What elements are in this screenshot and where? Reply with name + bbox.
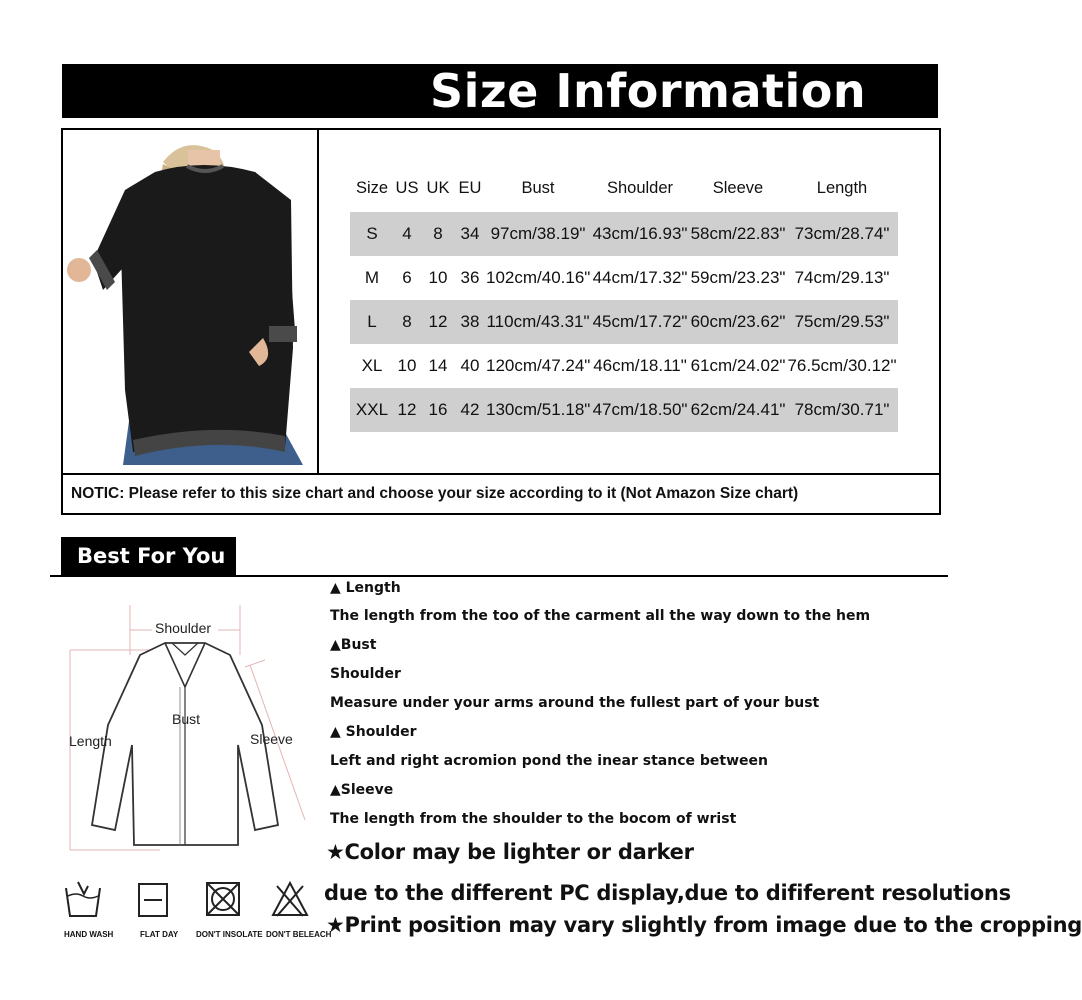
table-cell: 6 (402, 268, 412, 287)
table-cell: XXL (355, 400, 389, 419)
table-cell: S (366, 224, 378, 243)
guide-bust-desc: Measure under your arms around the fullest part of your bust (330, 695, 820, 711)
table-cell: 102cm/40.16" (486, 268, 591, 287)
diagram-label-shoulder: Shoulder (155, 620, 212, 636)
size-notice: NOTIC: Please refer to this size chart and choose your size according to it (Not Amazon Size chart) (71, 485, 799, 502)
model-illustration (63, 130, 317, 473)
table-cell: 97cm/38.19" (490, 224, 586, 243)
table-cell: 78cm/30.71" (794, 400, 890, 419)
diagram-label-length: Length (69, 733, 112, 749)
table-cell: 44cm/17.32" (592, 268, 688, 287)
table-cell: 12 (397, 400, 417, 419)
table-cell: 45cm/17.72" (592, 312, 688, 331)
table-cell: 130cm/51.18" (486, 400, 591, 419)
table-cell: XL (361, 356, 383, 375)
table-cell: 42 (460, 400, 480, 419)
table-cell: 34 (460, 224, 480, 243)
guide-length-desc: The length from the too of the carment all the way down to the hem (330, 608, 871, 624)
flat-dry-icon (118, 878, 188, 927)
diagram-label-sleeve: Sleeve (250, 731, 293, 747)
table-cell: 8 (433, 224, 443, 243)
diagram-label-bust: Bust (172, 711, 201, 727)
table-cell: 46cm/18.11" (593, 356, 687, 375)
guide-bust-subtitle: Shoulder (330, 666, 401, 682)
guide-shoulder-desc: Left and right acromion pond the inear stance between (330, 753, 768, 769)
care-label-dont-bleach: DON'T BELEACH (266, 930, 332, 939)
table-cell: 73cm/28.74" (794, 224, 890, 243)
header-cell: EU (458, 179, 482, 197)
table-cell: 40 (460, 356, 480, 375)
header-cell: UK (426, 179, 450, 197)
do-not-tumble-dry-icon (188, 878, 258, 927)
table-cell: 59cm/23.23" (690, 268, 786, 287)
hand-wash-icon (48, 878, 118, 927)
table-cell: 58cm/22.83" (690, 224, 786, 243)
table-row (350, 388, 898, 432)
table-cell: 62cm/24.41" (690, 400, 786, 419)
table-cell: 47cm/18.50" (592, 400, 688, 419)
table-cell: M (364, 268, 380, 287)
table-cell: 12 (428, 312, 448, 331)
section-divider (50, 575, 948, 577)
note-color: ★Color may be lighter or darker (326, 840, 694, 864)
table-cell: 75cm/29.53" (794, 312, 890, 331)
header-cell: US (395, 179, 419, 197)
product-photo (63, 130, 319, 473)
table-cell: 60cm/23.62" (690, 312, 786, 331)
header-cell: Size (355, 179, 389, 197)
guide-shoulder-title: ▲ Shoulder (330, 724, 417, 740)
table-cell: 16 (428, 400, 448, 419)
table-row (350, 300, 898, 344)
table-cell: 36 (460, 268, 480, 287)
table-cell: 110cm/43.31" (486, 312, 590, 331)
page-title: Size Information (430, 64, 867, 118)
table-cell: L (367, 312, 377, 331)
note-print-position: ★Print position may vary slightly from image due to the cropping (326, 913, 1082, 937)
table-cell: 14 (428, 356, 448, 375)
table-cell: 38 (460, 312, 480, 331)
table-cell: 74cm/29.13" (794, 268, 890, 287)
care-label-flat-dry: FLAT DAY (140, 930, 179, 939)
measurement-diagram (60, 595, 315, 865)
guide-sleeve-title: ▲Sleeve (330, 782, 394, 798)
table-cell: 61cm/24.02" (690, 356, 786, 375)
header-cell: Shoulder (606, 179, 674, 197)
guide-bust-title: ▲Bust (330, 637, 377, 653)
care-label-hand-wash: HAND WASH (64, 930, 114, 939)
header-cell: Length (816, 179, 868, 197)
header-cell: Sleeve (712, 179, 764, 197)
care-label-dont-insolate: DON'T INSOLATE (196, 930, 263, 939)
table-header (350, 166, 898, 210)
table-cell: 10 (428, 268, 448, 287)
table-cell: 8 (402, 312, 412, 331)
best-for-you-label: Best For You (77, 544, 226, 568)
table-cell: 120cm/47.24" (486, 356, 591, 375)
table-cell: 4 (402, 224, 412, 243)
table-cell: 10 (397, 356, 417, 375)
table-cell: 43cm/16.93" (592, 224, 688, 243)
table-row (350, 212, 898, 256)
notice-row (63, 473, 939, 515)
table-row (350, 344, 898, 388)
note-display: due to the different PC display,due to dififerent resolutions (324, 881, 1011, 905)
guide-sleeve-desc: The length from the shoulder to the bocom of wrist (330, 811, 737, 827)
do-not-bleach-icon (255, 878, 325, 927)
header-cell: Bust (521, 179, 555, 197)
guide-length-title: ▲ Length (330, 580, 401, 596)
table-row (350, 256, 898, 300)
table-cell: 76.5cm/30.12" (787, 356, 897, 375)
